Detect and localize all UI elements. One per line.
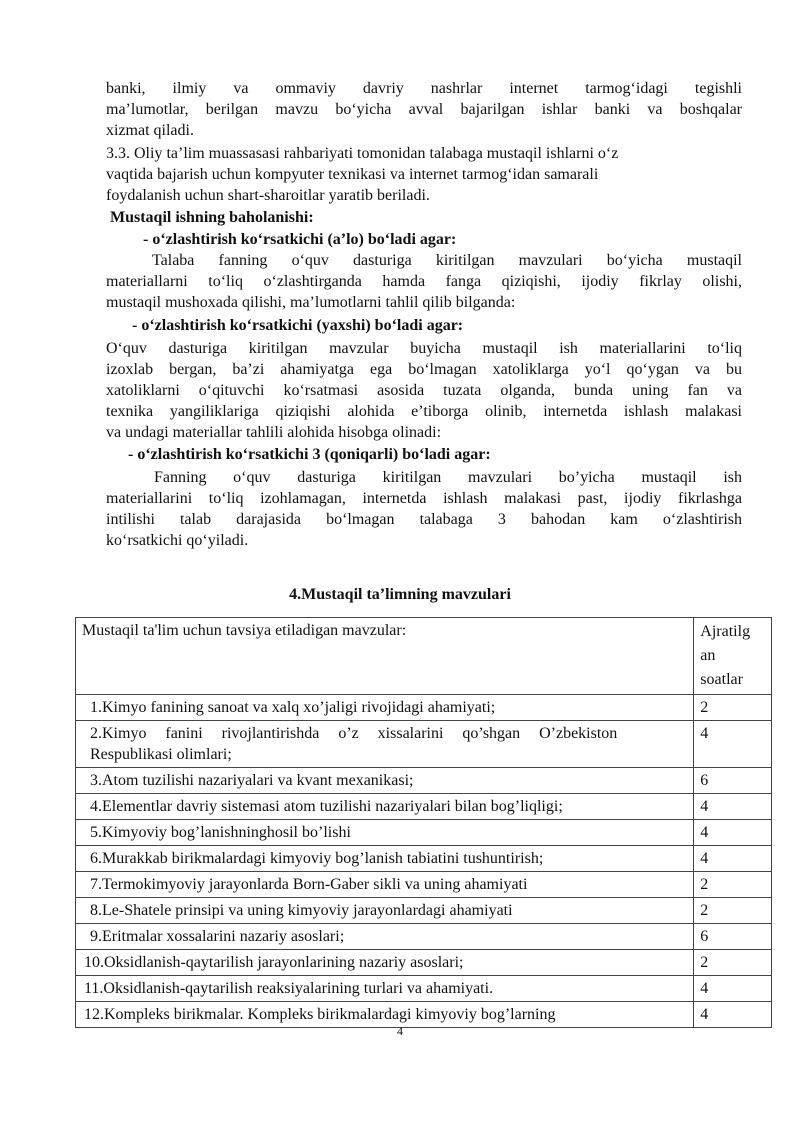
hours-cell: 2 <box>694 695 772 721</box>
hours-cell: 2 <box>694 872 772 898</box>
header-hours-line: soatlar <box>700 671 743 688</box>
text-line: texnika yangiliklariga qiziqishi alohida e’tiborga olinib, internetda ishlash malakasi <box>106 403 742 420</box>
hours-cell: 2 <box>694 950 772 976</box>
text-line: banki, ilmiy va ommaviy davriy nashrlar internet tarmog‘idagi tegishli <box>106 80 742 97</box>
table-row <box>76 898 772 924</box>
hours-cell: 4 <box>694 976 772 1002</box>
topic-cell: 11.Oksidlanish-qaytarilish reaksiyalarining turlari va ahamiyati. <box>76 976 694 1002</box>
hours-cell: 4 <box>694 794 772 820</box>
table-row <box>76 768 772 794</box>
header-hours-line: an <box>700 647 716 664</box>
topic-cell: 3.Atom tuzilishi nazariyalari va kvant mexanikasi; <box>76 768 694 794</box>
table-row <box>76 794 772 820</box>
header-hours-cell <box>694 618 772 695</box>
topic-cell: 6.Murakkab birikmalardagi kimyoviy bog’lanish tabiatini tushuntirish; <box>76 846 694 872</box>
hours-cell: 4 <box>694 846 772 872</box>
grade-satisfactory-text <box>106 467 742 551</box>
text-line: izoxlab bergan, ba’zi ahamiyatga ega bo‘lmagan xatoliklarga yo‘l qo‘ygan va bu <box>106 361 742 378</box>
text-line: 3.3. Oliy ta’lim muassasasi rahbariyati tomonidan talabaga mustaqil ishlarni o‘z <box>106 145 619 162</box>
hours-cell: 6 <box>694 768 772 794</box>
text-line: foydalanish uchun shart-sharoitlar yaratib beriladi. <box>106 187 430 204</box>
text-line: intilishi talab darajasida bo‘lmagan talabaga 3 bahodan kam o‘zlashtirish <box>106 511 742 528</box>
table-row <box>76 721 772 768</box>
grade-satisfactory-heading: - o‘zlashtirish ko‘rsatkichi 3 (qoniqarli) bo‘ladi agar: <box>128 446 491 463</box>
text-line: mustaqil mushoxada qilishi, ma’lumotlarni tahlil qilib bilganda: <box>106 294 516 311</box>
text-line: materiallarni to‘liq o‘zlashtirganda hamda fanga qiziqishi, ijodiy fikrlay olishi, <box>106 273 742 290</box>
topic-cell: 5.Kimyoviy bog’lanishninghosil bo’lishi <box>76 820 694 846</box>
text-line: O‘quv dasturiga kiritilgan mavzular buyicha mustaqil ish materiallarini to‘liq <box>106 340 742 357</box>
text-line: xatoliklarni o‘qituvchi ko‘rsatmasi asosida tuzata olganda, bunda uning fan va <box>106 382 742 399</box>
text-line: materiallarini to‘liq izohlamagan, internetda ishlash malakasi past, ijodiy fikrlashga <box>106 490 742 507</box>
page-number: 4 <box>397 1024 403 1038</box>
grade-good-heading: - o‘zlashtirish ko‘rsatkichi (yaxshi) bo‘ladi agar: <box>132 317 464 334</box>
table-row <box>76 950 772 976</box>
text-line: xizmat qiladi. <box>106 122 194 139</box>
topic-cell: 10.Oksidlanish-qaytarilish jarayonlarining nazariy asoslari; <box>76 950 694 976</box>
topic-line: 2.Kimyo fanini rivojlantirishda o’z xissalarini qo’shgan O’zbekiston <box>90 725 618 742</box>
text-line: Talaba fanning o‘quv dasturiga kiritilgan mavzulari bo‘yicha mustaqil <box>152 252 742 269</box>
text-line: ma’lumotlar, berilgan mavzu bo‘yicha avval bajarilgan ishlar banki va boshqalar <box>106 101 742 118</box>
text-line: va undagi materiallar tahlili alohida hisobga olinadi: <box>106 424 442 441</box>
topic-cell <box>76 721 694 768</box>
topic-cell: 8.Le-Shatele prinsipi va uning kimyoviy jarayonlardagi ahamiyati <box>76 898 694 924</box>
hours-cell: 6 <box>694 924 772 950</box>
topic-cell: 12.Kompleks birikmalar. Kompleks birikmalardagi kimyoviy bog’larning <box>76 1002 694 1028</box>
text-line: Fanning o‘quv dasturiga kiritilgan mavzulari bo’yicha mustaqil ish <box>154 469 742 486</box>
paragraph-resources <box>106 78 742 141</box>
section-title: 4.Mustaqil ta’limning mavzulari <box>289 586 511 603</box>
table-header-row <box>76 618 772 695</box>
topic-cell: 9.Eritmalar xossalarini nazariy asoslari; <box>76 924 694 950</box>
table-row <box>76 976 772 1002</box>
grade-good-text <box>106 338 742 443</box>
table-row <box>76 846 772 872</box>
topic-cell: 1.Kimyo fanining sanoat va xalq xo’jaligi rivojidagi ahamiyati; <box>76 695 694 721</box>
table-row <box>76 695 772 721</box>
hours-cell: 4 <box>694 1002 772 1028</box>
hours-cell: 4 <box>694 820 772 846</box>
topic-cell: 7.Termokimyoviy jarayonlarda Born-Gaber sikli va uning ahamiyati <box>76 872 694 898</box>
text-line: ko‘rsatkichi qo‘yiladi. <box>106 532 249 549</box>
topic-line: Respublikasi olimlari; <box>90 746 232 763</box>
hours-cell: 4 <box>694 721 772 768</box>
assessment-heading: Mustaqil ishning baholanishi: <box>110 209 314 226</box>
table-row <box>76 872 772 898</box>
hours-cell: 2 <box>694 898 772 924</box>
text-line: vaqtida bajarish uchun kompyuter texnikasi va internet tarmog‘idan samarali <box>106 166 599 183</box>
header-hours-line: Ajratilg <box>700 623 751 640</box>
topic-cell: 4.Elementlar davriy sistemasi atom tuzilishi nazariyalari bilan bog’liqligi; <box>76 794 694 820</box>
table-row <box>76 924 772 950</box>
table-row <box>76 820 772 846</box>
topics-table <box>75 617 772 1028</box>
grade-excellent-text <box>106 250 742 313</box>
header-topic-cell: Mustaqil ta'lim uchun tavsiya etiladigan mavzular: <box>76 618 694 695</box>
grade-excellent-heading: - o‘zlashtirish ko‘rsatkichi (a’lo) bo‘ladi agar: <box>143 231 457 248</box>
